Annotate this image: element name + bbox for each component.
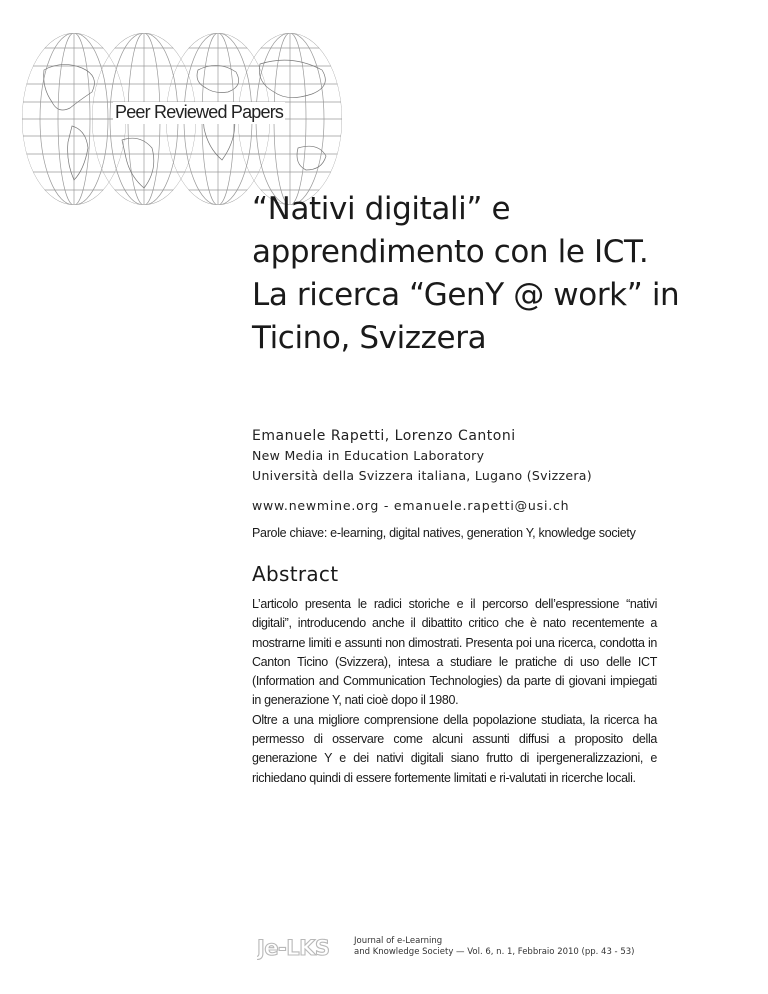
abstract-heading: Abstract — [252, 562, 339, 586]
title-line: La ricerca “GenY @ work” in — [252, 277, 680, 313]
jelks-logo — [257, 933, 341, 961]
author-lab: New Media in Education Laboratory — [252, 448, 485, 463]
title-line: Ticino, Svizzera — [252, 320, 487, 356]
keywords: Parole chiave: e-learning, digital natives, generation Y, knowledge society — [252, 526, 636, 540]
abstract-body — [252, 595, 657, 788]
section-label: Peer Reviewed Papers — [115, 102, 284, 122]
abstract-paragraph: Oltre a una migliore comprensione della popolazione studiata, la ricerca ha permesso di osservare come alcuni assunti diffusi a proposito della generazione Y e dei nativi digitali siano frutto di ipergeneralizzazioni, e richiedano quindi di essere fortemente limitati e ri-valutati in ricerche locali. — [252, 712, 657, 785]
title-line: apprendimento con le ICT. — [252, 234, 649, 270]
journal-name-line: Journal of e-Learning — [354, 936, 443, 946]
abstract-paragraph: L’articolo presenta le radici storiche e il percorso dell’espressione “nativi digitali”, introducendo anche il dibattito critico che è nato recentemente a mostrarne limiti e assunti non dimostrati. Presenta poi una ricerca, condotta in Canton Ticino (Svizzera), intesa a studiare le pratiche di uso delle ICT (Information and Communication Technologies) da parte di giovani impiegati in generazione Y, nati cioè dopo il 1980. — [252, 597, 657, 708]
author-contact-links[interactable]: www.newmine.org - emanuele.rapetti@usi.ch — [252, 498, 570, 513]
author-block — [252, 426, 732, 516]
journal-volume-line: and Knowledge Society — Vol. 6, n. 1, Febbraio 2010 (pp. 43 - 53) — [354, 947, 635, 957]
author-names: Emanuele Rapetti, Lorenzo Cantoni — [252, 428, 516, 444]
paper-title — [252, 188, 722, 360]
svg-text:Je-LKS: Je-LKS — [257, 936, 330, 960]
author-university: Università della Svizzera italiana, Lugano (Svizzera) — [252, 468, 592, 483]
title-line: “Nativi digitali” e — [252, 191, 511, 227]
journal-citation — [354, 936, 634, 958]
